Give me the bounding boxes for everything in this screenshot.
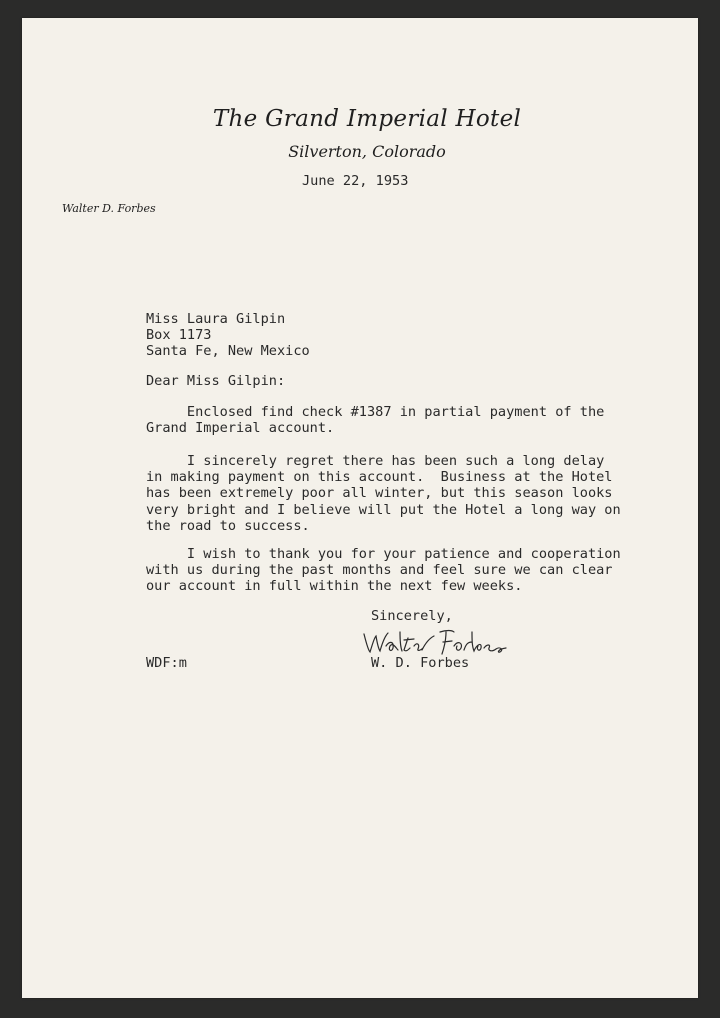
letterhead-city: Silverton, Colorado [288,142,446,161]
paragraph-2 [146,453,621,534]
letterhead-hotel-name: The Grand Imperial Hotel [212,106,522,132]
paragraph-line: I wish to thank you for your patience and cooperation [146,546,621,562]
paragraph-line: I sincerely regret there has been such a long delay [146,453,605,469]
paragraph-line: Enclosed find check #1387 in partial payment of the [146,404,605,420]
paragraph-1 [146,404,604,436]
signer-name: W. D. Forbes [371,655,470,671]
letter-date: June 22, 1953 [302,173,409,189]
recipient-box: Box 1173 [146,327,212,343]
paragraph-line: has been extremely poor all winter, but this season looks [146,485,613,502]
paragraph-line: the road to success. [146,517,310,534]
handwritten-signature [360,624,510,658]
paragraph-3 [146,546,621,595]
paragraph-line: with us during the past months and feel sure we can clear [146,562,613,579]
paragraph-line: in making payment on this account. Business at the Hotel [146,469,613,486]
paragraph-line: very bright and I believe will put the Hotel a long way on [146,501,621,518]
salutation: Dear Miss Gilpin: [146,373,286,389]
typist-initials: WDF:m [146,655,187,671]
paragraph-line: Grand Imperial account. [146,420,335,437]
recipient-city: Santa Fe, New Mexico [146,343,310,359]
letter-page [22,18,698,998]
letterhead-person-name: Walter D. Forbes [62,202,156,215]
recipient-name: Miss Laura Gilpin [146,311,286,327]
closing: Sincerely, [371,608,453,624]
paragraph-line: our account in full within the next few weeks. [146,578,523,595]
